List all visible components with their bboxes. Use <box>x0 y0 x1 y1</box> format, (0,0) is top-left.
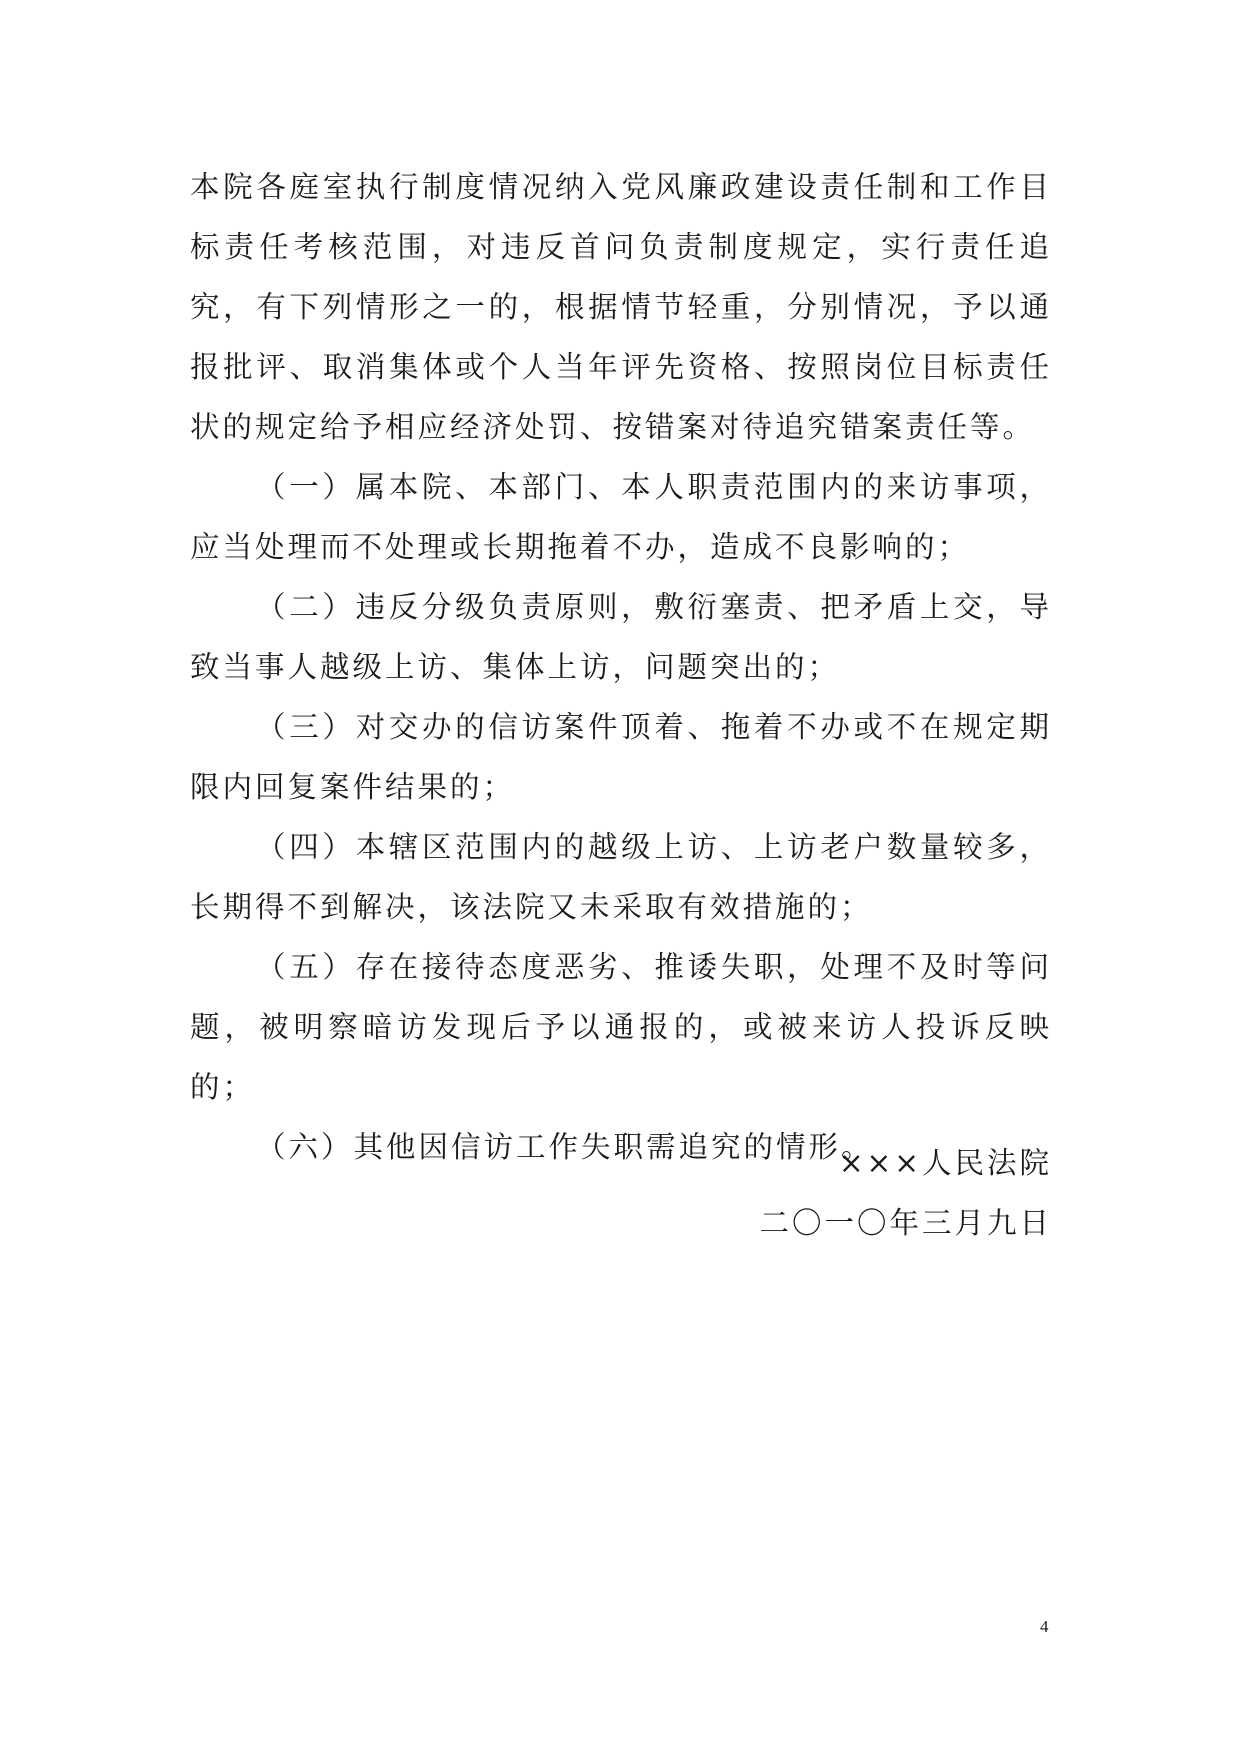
page-number: 4 <box>1040 1617 1049 1636</box>
paragraph-item-6: （六）其他因信访工作失职需追究的情形。 <box>256 1130 874 1164</box>
paragraph-item-1: （一）属本院、本部门、本人职责范围内的来访事项，应当处理而不处理或长期拖着不办，造成不良影响的； <box>190 470 1052 564</box>
paragraph-item-2: （二）违反分级负责原则，敷衍塞责、把矛盾上交，导致当事人越级上访、集体上访，问题突出的； <box>190 590 1052 684</box>
paragraph-item-3: （三）对交办的信访案件顶着、拖着不办或不在规定期限内回复案件结果的； <box>190 710 1052 804</box>
signature-date: 二〇一〇年三月九日 <box>759 1206 1052 1240</box>
paragraph-item-4: （四）本辖区范围内的越级上访、上访老户数量较多，长期得不到解决，该法院又未采取有效措施的； <box>190 830 1052 924</box>
document-body <box>190 157 1052 1177</box>
paragraph-continuation: 本院各庭室执行制度情况纳入党风廉政建设责任制和工作目标责任考核范围，对违反首问负责制度规定，实行责任追究，有下列情形之一的，根据情节轻重，分别情况，予以通报批评、取消集体或个人当年评先资格、按照岗位目标责任状的规定给予相应经济处罚、按错案对待追究错案责任等。 <box>190 170 1052 444</box>
signature-block <box>759 1133 1052 1253</box>
signature-organization: ×××人民法院 <box>838 1146 1052 1180</box>
paragraph-item-5: （五）存在接待态度恶劣、推诿失职，处理不及时等问题，被明察暗访发现后予以通报的，或被来访人投诉反映的； <box>190 950 1052 1104</box>
